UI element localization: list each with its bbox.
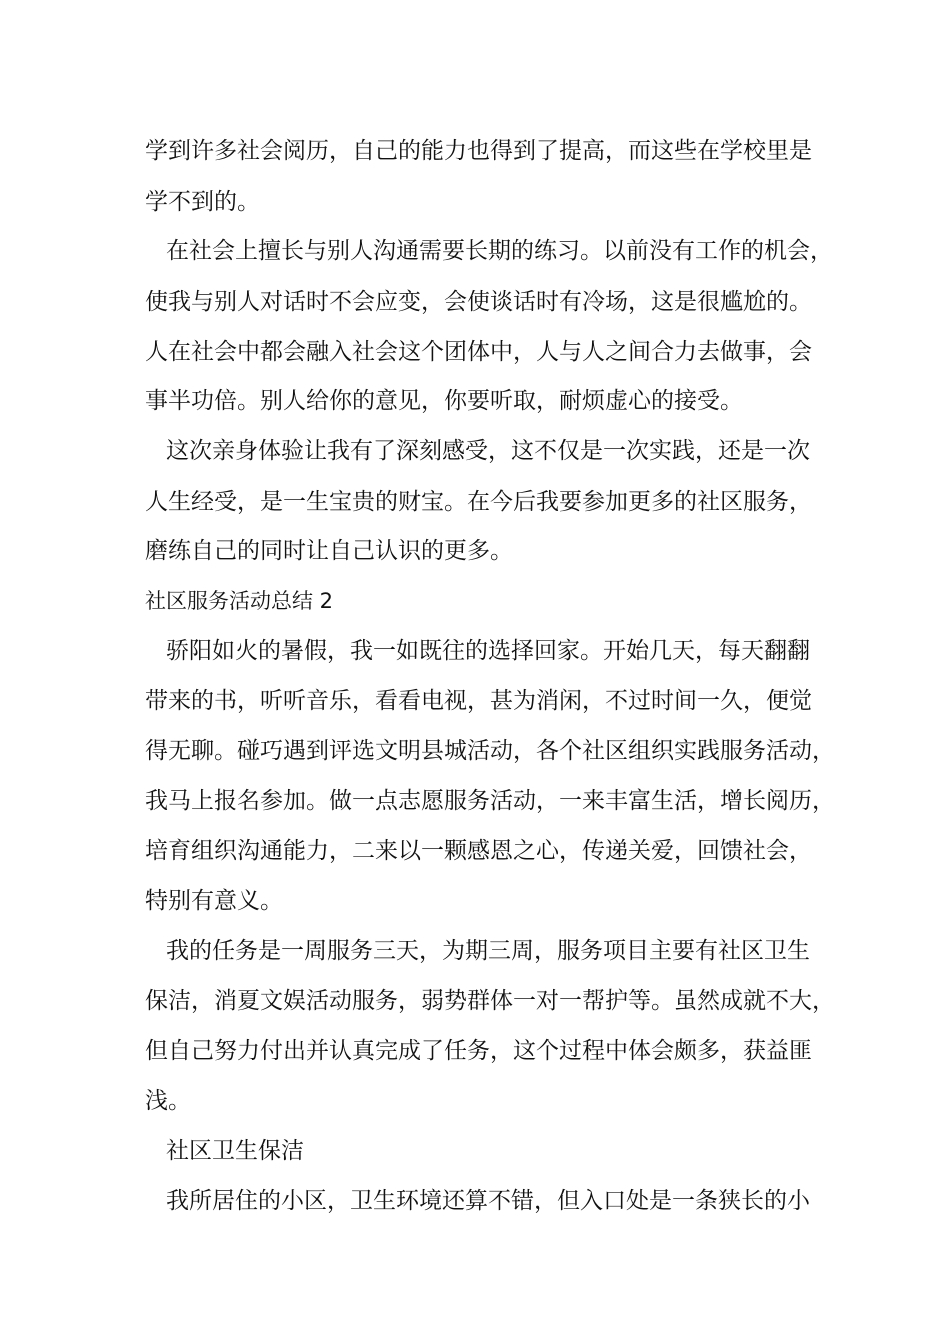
text-line: 学到许多社会阅历，自己的能力也得到了提高，而这些在学校里是 — [145, 138, 812, 164]
text-line: 保洁，消夏文娱活动服务，弱势群体一对一帮护等。虽然成就不大， — [145, 988, 835, 1014]
text-line: 带来的书，听听音乐，看看电视，甚为消闲，不过时间一久，便觉 — [145, 688, 812, 714]
text-line: 但自己努力付出并认真完成了任务，这个过程中体会颇多，获益匪 — [145, 1038, 812, 1064]
text-line: 我所居住的小区，卫生环境还算不错，但入口处是一条狭长的小 — [166, 1188, 810, 1214]
text-line: 使我与别人对话时不会应变，会使谈话时有冷场，这是很尴尬的。 — [145, 289, 812, 315]
text-line: 人生经受，是一生宝贵的财宝。在今后我要参加更多的社区服务， — [145, 489, 812, 515]
text-line: 事半功倍。别人给你的意见，你要听取，耐烦虚心的接受。 — [145, 388, 743, 414]
text-line: 我的任务是一周服务三天，为期三周，服务项目主要有社区卫生 — [166, 938, 810, 964]
text-line: 特别有意义。 — [145, 888, 283, 914]
text-line: 得无聊。碰巧遇到评选文明县城活动，各个社区组织实践服务活动， — [145, 738, 835, 764]
text-line: 磨练自己的同时让自己认识的更多。 — [145, 538, 513, 564]
subsection-heading: 社区卫生保洁 — [166, 1138, 304, 1164]
text-line: 我马上报名参加。做一点志愿服务活动，一来丰富生活，增长阅历， — [145, 788, 835, 814]
text-line: 浅。 — [145, 1088, 191, 1114]
text-line: 在社会上擅长与别人沟通需要长期的练习。以前没有工作的机会， — [166, 238, 833, 264]
section-heading: 社区服务活动总结 2 — [145, 589, 334, 613]
text-line: 骄阳如火的暑假，我一如既往的选择回家。开始几天，每天翻翻 — [166, 638, 810, 664]
text-line: 培育组织沟通能力，二来以一颗感恩之心，传递关爱，回馈社会， — [145, 838, 812, 864]
text-line: 学不到的。 — [145, 189, 260, 215]
text-line: 这次亲身体验让我有了深刻感受，这不仅是一次实践，还是一次 — [166, 438, 810, 464]
text-line: 人在社会中都会融入社会这个团体中，人与人之间合力去做事，会 — [145, 339, 812, 365]
